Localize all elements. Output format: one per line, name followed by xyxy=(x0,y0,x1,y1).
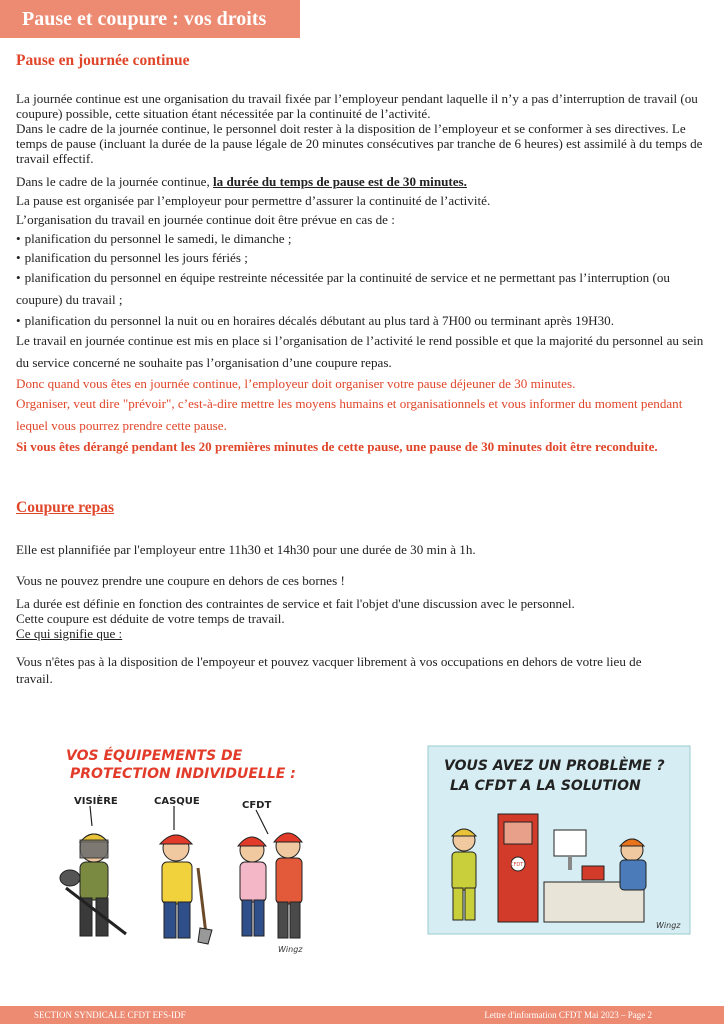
paragraph xyxy=(16,172,716,191)
section-pause-body xyxy=(16,91,716,456)
worker-cfdt-figures xyxy=(238,833,302,938)
list-item: • planification du personnel le samedi, le dimanche ; xyxy=(16,229,716,248)
cartoon-title-line2: PROTECTION INDIVIDUELLE : xyxy=(70,766,296,782)
worker-casque-figure xyxy=(160,835,212,944)
footer-right-text: Lettre d'information CFDT Mai 2023 – Page 2 xyxy=(484,1010,652,1020)
highlight-text: la durée du temps de pause est de 30 minutes. xyxy=(213,174,467,189)
paragraph: Elle est plannifiée par l'employeur entre 11h30 et 14h30 pour une durée de 30 min à 1h. xyxy=(16,542,476,557)
paragraph: Vous ne pouvez prendre une coupure en dehors de ces bornes ! xyxy=(16,573,345,588)
list-item: • planification du personnel la nuit ou en horaires décalés débutant au plus tard à 7H00 ou terminant après 19H30. xyxy=(16,311,716,330)
paragraph: Vous n'êtes pas à la disposition de l'empoyeur et pouvez vacquer librement à vos occupations en dehors de votre lieu de travail. xyxy=(16,654,642,686)
paragraph: Le travail en journée continue est mis en place si l’organisation de l’activité le rend possible et que la majorité du personnel au sein du service concerné ne souhaite pas l’organisation d’une coupure repas. xyxy=(16,333,704,370)
red-bold-paragraph: Si vous êtes dérangé pendant les 20 premières minutes de cette pause, une pause de 30 minutes doit être reconduite. xyxy=(16,439,658,454)
label-arrow xyxy=(90,806,92,826)
list-item: • planification du personnel les jours fériés ; xyxy=(16,248,716,267)
paragraph: La durée est définie en fonction des contraintes de service et fait l'objet d'une discussion avec le personnel. xyxy=(16,596,575,611)
section-heading-coupure: Coupure repas xyxy=(16,499,115,516)
paragraph: L’organisation du travail en journée continue doit être prévue en cas de : xyxy=(16,212,395,227)
section-coupure-body xyxy=(16,540,716,687)
paragraph: Dans le cadre de la journée continue, le personnel doit rester à la disposition de l’employeur et se conformer à ses directives. Le temps de pause (incluant la durée de la pause légale de 20 minutes consécutives par tranche de 6 heures) est assimilé à du temps de travail effectif. xyxy=(16,121,703,166)
list-item: • planification du personnel en équipe restreinte nécessitée par la continuité de service et ne permettant pas l’interruption (ou coupure) du travail ; xyxy=(16,267,716,311)
paragraph: Cette coupure est déduite de votre temps de travail. xyxy=(16,611,285,626)
cartoon-signature: Wingz xyxy=(656,921,681,930)
section-heading-pause: Pause en journée continue xyxy=(16,52,190,69)
paragraph: Ce qui signifie que : xyxy=(16,626,123,641)
label-casque: CASQUE xyxy=(154,796,200,807)
paragraph-text: Dans le cadre de la journée continue, xyxy=(16,174,214,189)
page-title: Pause et coupure : vos droits xyxy=(0,0,300,38)
cartoon-title-line1: VOS ÉQUIPEMENTS DE xyxy=(66,748,243,764)
paragraph: La journée continue est une organisation du travail fixée par l’employeur pendant laquelle il n’y a pas d’interruption de travail (ou coupure) possible, cette situation étant nécessitée par la continuité de l’activité. xyxy=(16,91,698,121)
footer-left-text: SECTION SYNDICALE CFDT EFS-IDF xyxy=(34,1010,186,1020)
cartoon-probleme xyxy=(424,742,694,938)
worker-visiere-figure xyxy=(60,834,126,936)
label-visiere: VISIÈRE xyxy=(74,796,118,807)
footer xyxy=(0,1006,724,1024)
red-paragraph: Organiser, veut dire "prévoir", c’est-à-dire mettre les moyens humains et organisationnels et vous informer du moment pendant lequel vous pourrez prendre cette pause. xyxy=(16,396,683,433)
paragraph: La pause est organisée par l’employeur pour permettre d’assurer la continuité de l’activité. xyxy=(16,193,491,208)
agent-figure xyxy=(620,839,646,890)
red-paragraph: Donc quand vous êtes en journée continue, l’employeur doit organiser votre pause déjeuner de 30 minutes. xyxy=(16,376,576,391)
cartoon-epi xyxy=(56,738,316,956)
cartoon-title-line1: VOUS AVEZ UN PROBLÈME ? xyxy=(444,758,665,774)
label-arrow xyxy=(256,810,268,834)
cartoon-title-line2: LA CFDT A LA SOLUTION xyxy=(450,778,641,794)
machine-figure xyxy=(498,814,538,922)
cartoon-signature: Wingz xyxy=(278,945,303,954)
machine-label: CFDT xyxy=(510,862,524,868)
label-cfdt: CFDT xyxy=(242,800,272,811)
